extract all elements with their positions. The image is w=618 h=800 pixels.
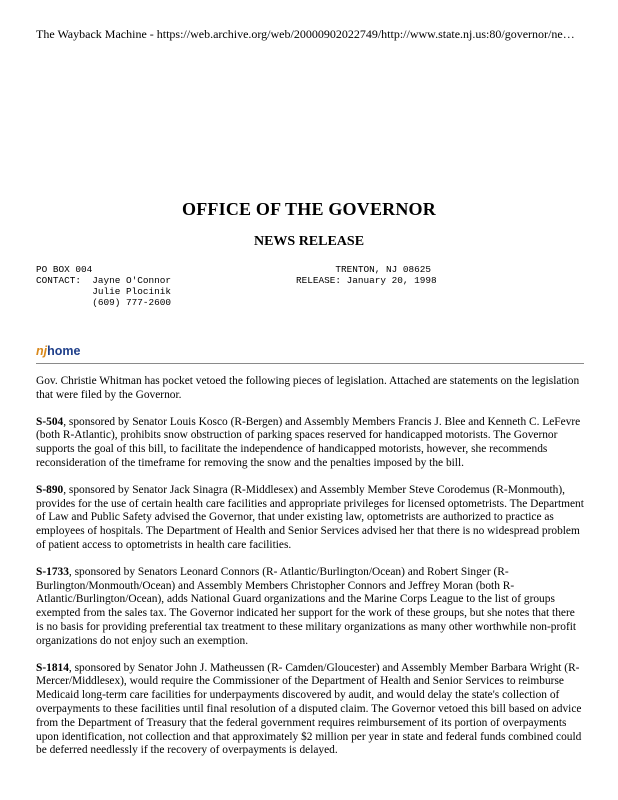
contact-block: PO BOX 004 CONTACT: Jayne O'Connor Julie Plocinik (609) 777-2600	[36, 264, 172, 308]
bill-id: S-890	[36, 483, 64, 496]
bill-id: S-1733	[36, 565, 69, 578]
nj-logo-text: nj	[36, 344, 48, 358]
wayback-header: The Wayback Machine - https://web.archive.org/web/20000902022749/http://www.state.nj.us:80/governor/ne…	[36, 27, 575, 41]
release-type: NEWS RELEASE	[253, 234, 365, 249]
bill-paragraph	[36, 416, 584, 471]
bill-text: , sponsored by Senator John J. Matheussen (R- Camden/Gloucester) and Assembly Member Barbara Wright (R- Mercer/Middlesex), would require the Commissioner of the Department of Health and Senior Services to reimburse Medicaid long-term care facilities for underpayments discovered by audit, and would delay the state's collection of overpayments to these facilities until final resolution of a disputed claim. The Governor vetoed this bill based on advice from the Department of Treasury that the federal government requires reimbursement of its portion of overpayments upon identification, not collection and that approximately $2 million per year in state and federal funds combined could be deferred needlessly if the recovery of overpayments is delayed.	[36, 661, 582, 757]
bill-id: S-504	[36, 415, 64, 428]
bill-paragraph	[36, 566, 584, 649]
bill-text: , sponsored by Senator Louis Kosco (R-Bergen) and Assembly Members Francis J. Blee and Kenneth C. LeFevre (both R-Atlantic), prohibits snow obstruction of parking spaces reserved for handicapped motorists. The Governor supports the goal of this bill, to facilitate the independence of handicapped motorists, however, she recommends reconsideration of the timeframe for removing the snow and the penalties imposed by the bill.	[36, 415, 581, 469]
bill-id: S-1814	[36, 661, 69, 674]
bill-text: , sponsored by Senator Jack Sinagra (R-Middlesex) and Assembly Member Steve Corodemus (R-Monmouth), provides for the use of certain health care facilities and appropriate privileges for licensed optometrists. The Department of Law and Public Safety advised the Governor, that under existing law, optometrists are authorized to practice as employees of hospitals. The Department of Health and Senior Services advised her that there is no widespread problem of patient access to optometrists in health care facilities.	[36, 483, 584, 551]
bill-paragraph	[36, 484, 584, 553]
page-title: OFFICE OF THE GOVERNOR	[182, 199, 436, 219]
nj-home-link[interactable]	[36, 344, 80, 360]
bill-text: , sponsored by Senators Leonard Connors (R- Atlantic/Burlington/Ocean) and Robert Singer (R-Burlington/Monmouth/Ocean) and Assembly Members Christopher Connors and Jeffrey Moran (both R-Atlantic/Burlington/Ocean), adds National Guard organizations and the Marine Corps League to the list of groups exempted from the sales tax. The Governor indicated her support for the work of these groups, but she notes that there is no basis for providing preferential tax treatment to these military organizations as many other worthwhile non-profit organizations do not enjoy such an exemption.	[36, 565, 577, 647]
divider	[36, 363, 584, 364]
release-body	[36, 375, 584, 771]
home-logo-text: home	[47, 344, 81, 358]
bill-paragraph	[36, 662, 584, 759]
intro-paragraph: Gov. Christie Whitman has pocket vetoed the following pieces of legislation. Attached are statements on the legislation that were filed by the Governor.	[36, 375, 580, 401]
release-block: TRENTON, NJ 08625 RELEASE: January 20, 1998	[296, 264, 437, 286]
